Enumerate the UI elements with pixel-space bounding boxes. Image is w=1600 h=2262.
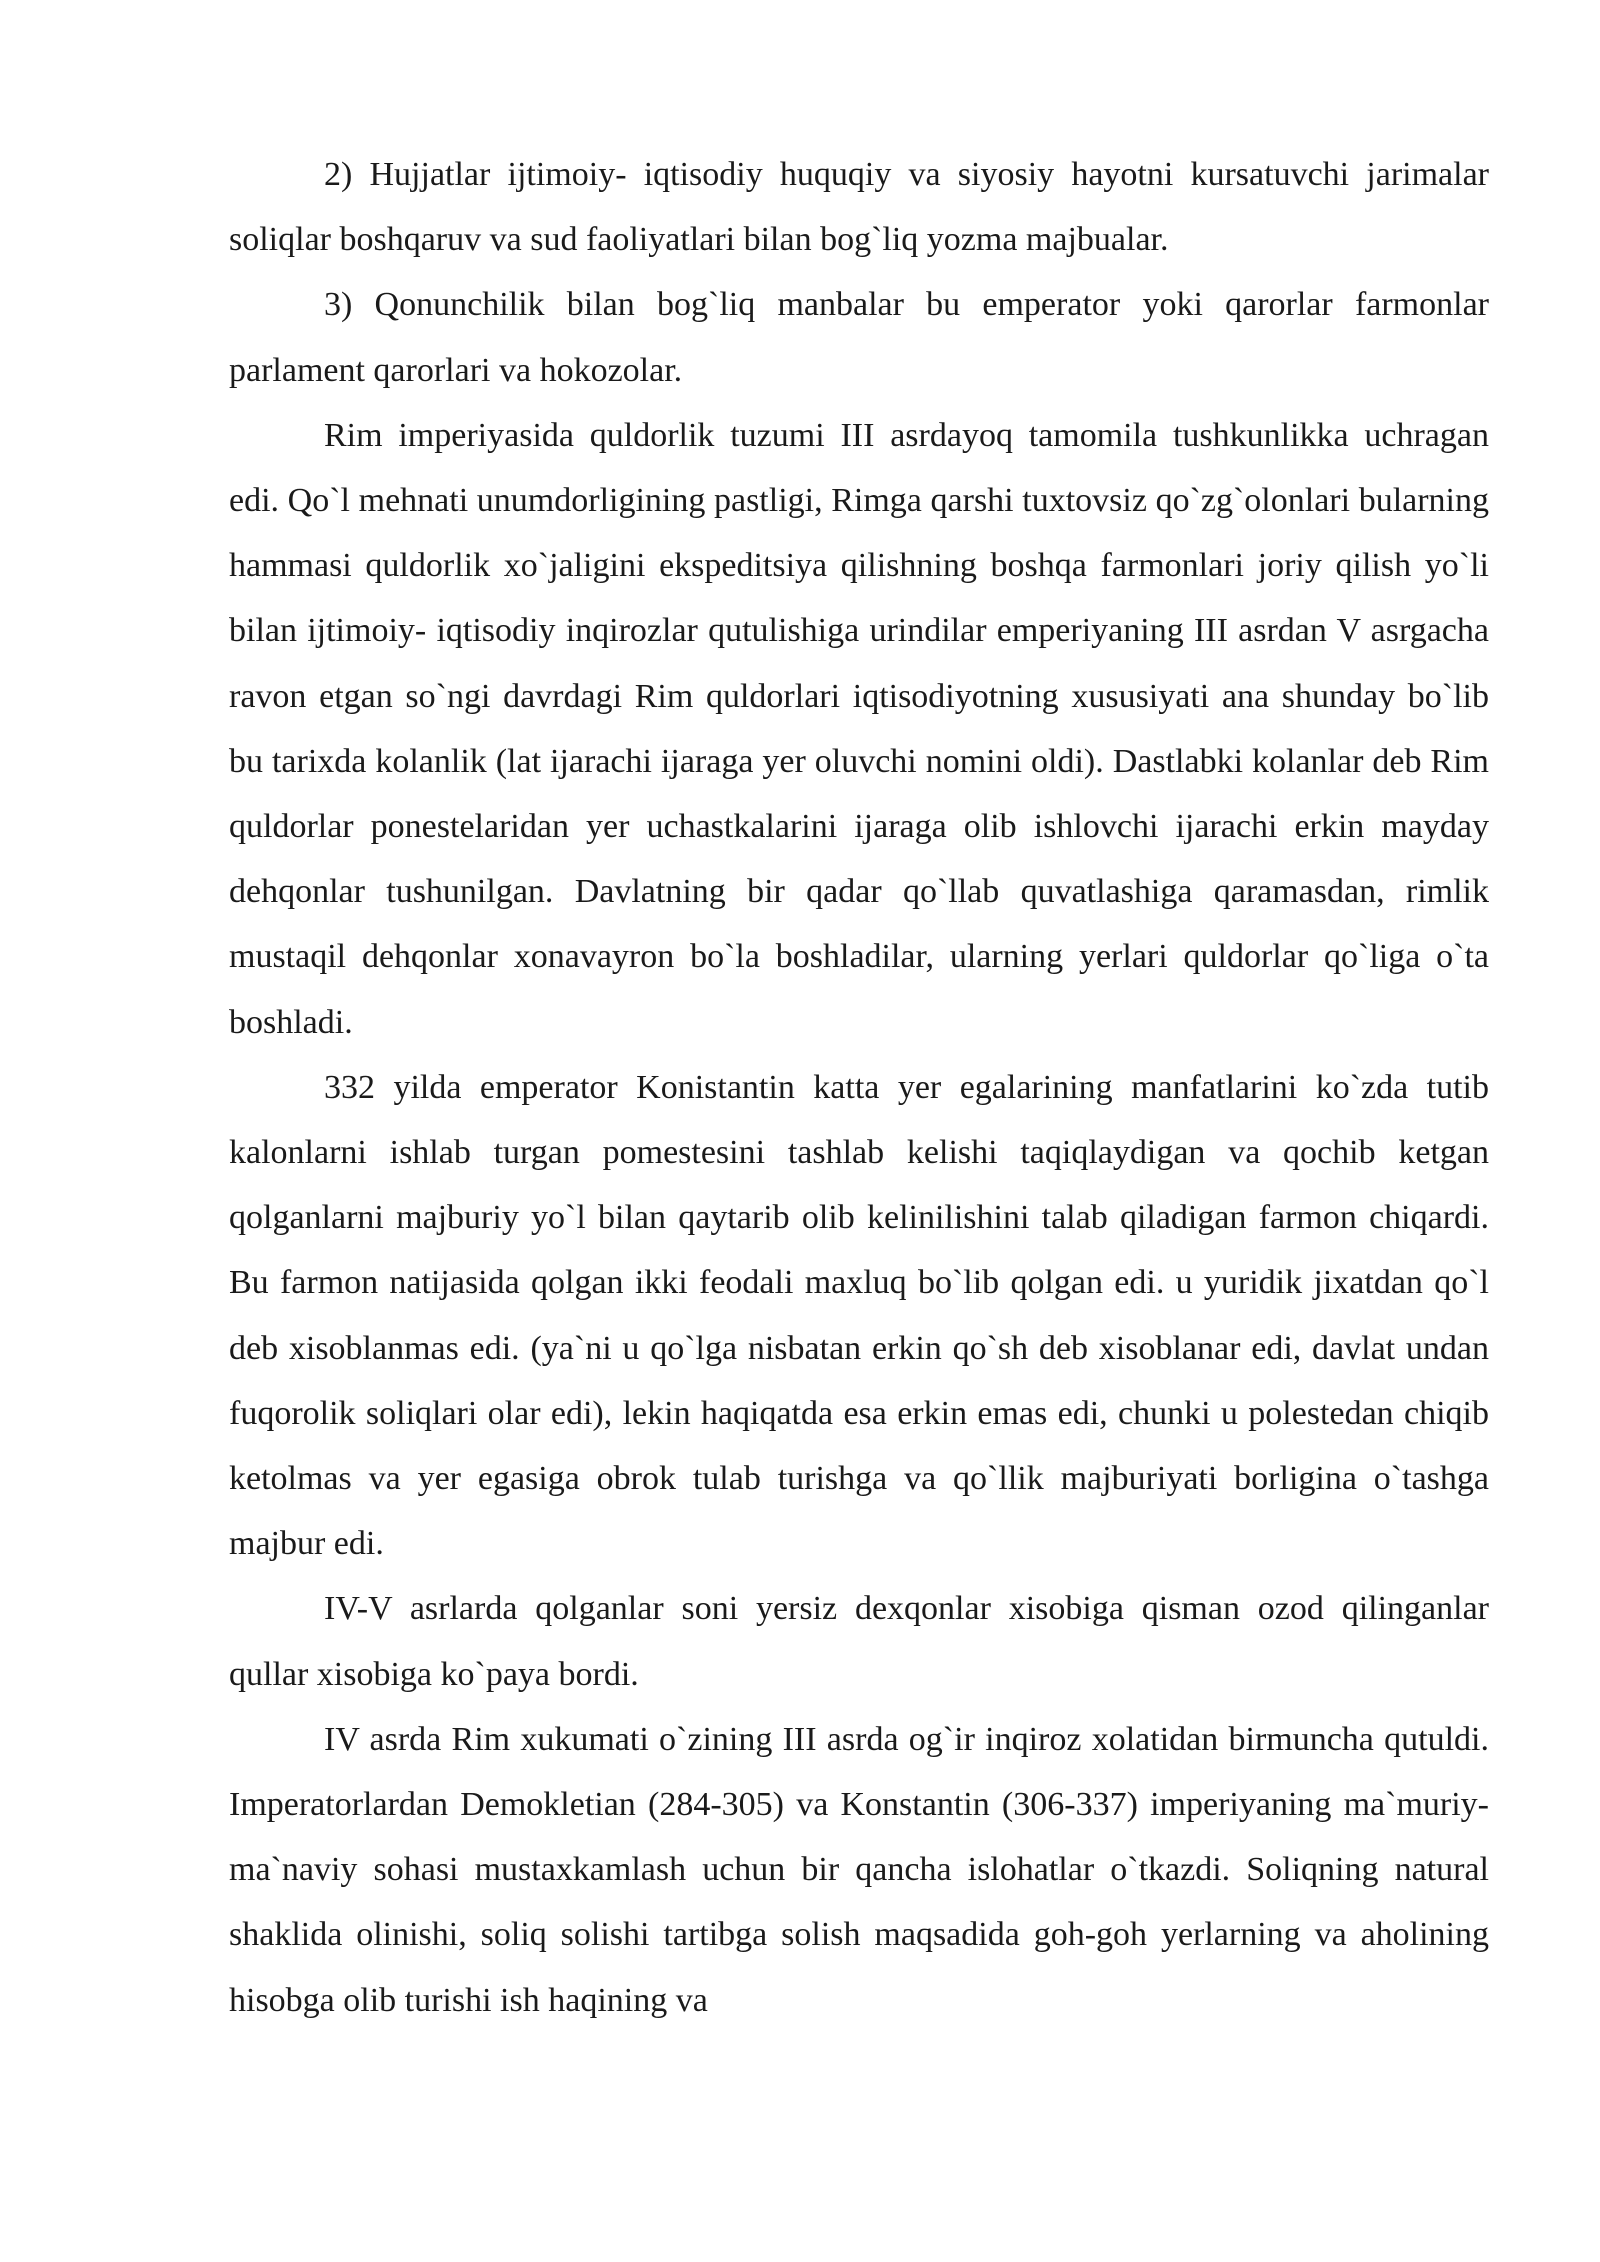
document-page bbox=[229, 142, 1489, 2033]
paragraph-legislation: 3) Qonunchilik bilan bog`liq manbalar bu emperator yoki qarorlar farmonlar parlament qarorlari va hokozolar. bbox=[229, 286, 1489, 389]
paragraph-fourth-century-reforms: IV asrda Rim xukumati o`zining III asrda og`ir inqiroz xolatidan birmuncha qutuldi. Imperatorlardan Demokletian (284-305) va Konstantin (306-337) imperiyaning ma`muriy- ma`naviy sohasi mustaxkamlash uchun bir qancha islohatlar o`tkazdi. Soliqning natural shaklida olinishi, soliq solishi tartibga solish maqsadida goh-goh yerlarning va aholining hisobga olib turishi ish haqining va bbox=[229, 1720, 1489, 2019]
paragraph-roman-empire-slavery: Rim imperiyasida quldorlik tuzumi III asrdayoq tamomila tushkunlikka uchragan edi. Qo`l mehnati unumdorligining pastligi, Rimga qarshi tuxtovsiz qo`zg`olonlari bularning hammasi quldorlik xo`jaligini ekspeditsiya qilishning boshqa farmonlari joriy qilish yo`li bilan ijtimoiy- iqtisodiy inqirozlar qutulishiga urindilar emperiyaning III asrdan V asrgacha ravon etgan so`ngi davrdagi Rim quldorlari iqtisodiyotning xususiyati ana shunday bo`lib bu tarixda kolanlik (lat ijarachi ijaraga yer oluvchi nomini oldi). Dastlabki kolanlar deb Rim quldorlar ponestelaridan yer uchastkalarini ijaraga olib ishlovchi ijarachi erkin mayday dehqonlar tushunilgan. Davlatning bir qadar qo`llab quvatlashiga qaramasdan, rimlik mustaqil dehqonlar xonavayron bo`la boshladilar, ularning yerlari quldorlar qo`liga o`ta boshladi. bbox=[229, 416, 1489, 1041]
paragraph-documents: 2) Hujjatlar ijtimoiy- iqtisodiy huquqiy va siyosiy hayotni kursatuvchi jarimalar soliqlar boshqaruv va sud faoliyatlari bilan bog`liq yozma majbualar. bbox=[229, 156, 1489, 259]
paragraph-constantine-decree: 332 yilda emperator Konistantin katta yer egalarining manfatlarini ko`zda tutib kalonlarni ishlab turgan pomestesini tashlab kelishi taqiqlaydigan va qochib ketgan qolganlarni majburiy yo`l bilan qaytarib olib kelinilishini talab qiladigan farmon chiqardi. Bu farmon natijasida qolgan ikki feodali maxluq bo`lib qolgan edi. u yuridik jixatdan qo`l deb xisoblanmas edi. (ya`ni u qo`lga nisbatan erkin qo`sh deb xisoblanar edi, davlat undan fuqorolik soliqlari olar edi), lekin haqiqatda esa erkin emas edi, chunki u polestedan chiqib ketolmas va yer egasiga obrok tulab turishga va qo`llik majburiyati borligina o`tashga majbur edi. bbox=[229, 1068, 1489, 1563]
paragraph-colonate-growth: IV-V asrlarda qolganlar soni yersiz dexqonlar xisobiga qisman ozod qilinganlar qullar xisobiga ko`paya bordi. bbox=[229, 1590, 1489, 1693]
